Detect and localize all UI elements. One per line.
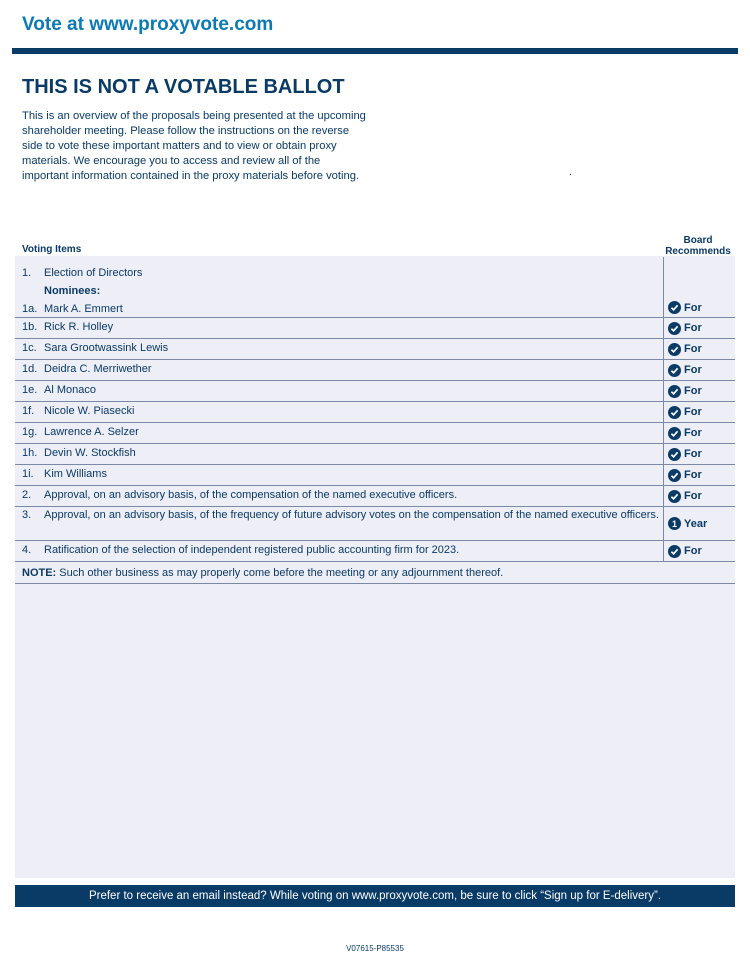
check-circle-icon: [668, 385, 681, 398]
election-cell: [15, 257, 663, 317]
table-row: [15, 381, 735, 402]
recommendation-value: For: [684, 385, 702, 397]
nominee-name: Devin W. Stockfish: [44, 447, 136, 459]
item-number: 2.: [22, 489, 32, 501]
election-label: Election of Directors: [44, 267, 143, 279]
check-circle-icon: [668, 301, 681, 314]
page-title: THIS IS NOT A VOTABLE BALLOT: [22, 76, 345, 98]
control-number: V07615-P85535: [346, 944, 404, 953]
item-number: 1h.: [22, 447, 38, 459]
board-header-line2: Recommends: [665, 246, 731, 257]
number-one-circle-icon: 1: [668, 517, 681, 530]
voting-items-table: [15, 257, 735, 584]
table-row: [15, 465, 735, 486]
item-number: 1e.: [22, 384, 38, 396]
recommendation-cell: [663, 257, 735, 317]
table-row: [15, 318, 735, 339]
item-number: 1b.: [22, 321, 38, 333]
item-number: 3.: [22, 509, 32, 521]
table-row: [15, 402, 735, 423]
note-label: NOTE:: [22, 567, 57, 579]
nominee-name: Al Monaco: [44, 384, 96, 396]
nominees-label: Nominees:: [44, 285, 101, 297]
item-number: 1a.: [22, 303, 38, 315]
nominee-name: Kim Williams: [44, 468, 107, 480]
voting-items-header: Voting Items: [22, 244, 82, 255]
table-row: [15, 507, 735, 541]
nominee-name: Mark A. Emmert: [44, 303, 123, 315]
header-rule: [12, 48, 738, 54]
recommendation-value: For: [684, 322, 702, 334]
recommendation-value: For: [684, 301, 702, 314]
proposal-text: Ratification of the selection of independent registered public accounting firm for 2023.: [44, 544, 460, 556]
item-number: 1g.: [22, 426, 38, 438]
proposal-text: Approval, on an advisory basis, of the frequency of future advisory votes on the compensation of the named executive officers.: [44, 509, 659, 521]
table-row: [15, 486, 735, 507]
check-circle-icon: [668, 343, 681, 356]
check-circle-icon: [668, 427, 681, 440]
recommendation-value: For: [684, 448, 702, 460]
intro-paragraph: This is an overview of the proposals being presented at the upcoming shareholder meeting. Please follow the instructions on the reverse side to vote these important matters and to view or obtain proxy materials. We encourage you to access and review all of the important information contained in the proxy materials before voting.: [22, 110, 366, 182]
item-number: 4.: [22, 544, 32, 556]
e-delivery-banner: Prefer to receive an email instead? While voting on www.proxyvote.com, be sure to click “Sign up for E-delivery”.: [15, 885, 735, 907]
table-row: [15, 423, 735, 444]
board-recommends-header: [662, 235, 734, 257]
note-row: [15, 562, 735, 584]
check-circle-icon: [668, 322, 681, 335]
nominee-name: Nicole W. Piasecki: [44, 405, 135, 417]
recommendation-value: For: [684, 406, 702, 418]
check-circle-icon: [668, 469, 681, 482]
recommendation-value: Year: [684, 517, 708, 530]
recommendation-value: For: [684, 545, 702, 557]
recommendation-value: For: [684, 343, 702, 355]
table-row: [15, 360, 735, 381]
check-circle-icon: [668, 545, 681, 558]
nominee-name: Lawrence A. Selzer: [44, 426, 139, 438]
recommendation-value: For: [684, 364, 702, 376]
item-number: 1i.: [22, 468, 34, 480]
proposal-text: Approval, on an advisory basis, of the compensation of the named executive officers.: [44, 489, 458, 501]
item-number: 1f.: [22, 405, 35, 417]
item-number: 1d.: [22, 363, 38, 375]
note-text: Such other business as may properly come before the meeting or any adjournment thereof.: [56, 567, 504, 579]
check-circle-icon: [668, 490, 681, 503]
table-row: [15, 541, 735, 562]
item-number: 1.: [22, 267, 32, 279]
table-row: [15, 339, 735, 360]
check-circle-icon: [668, 364, 681, 377]
recommendation-value: For: [684, 427, 702, 439]
nominee-name: Deidra C. Merriwether: [44, 363, 152, 375]
board-header-line1: Board: [683, 235, 713, 246]
nominee-name: Rick R. Holley: [44, 321, 114, 333]
vote-url-header[interactable]: Vote at www.proxyvote.com: [22, 14, 274, 35]
item-number: 1c.: [22, 342, 37, 354]
check-circle-icon: [668, 448, 681, 461]
check-circle-icon: [668, 406, 681, 419]
stray-mark: .: [569, 166, 573, 178]
table-row: [15, 257, 735, 318]
recommendation-value: For: [684, 469, 702, 481]
recommendation-value: For: [684, 490, 702, 502]
nominee-name: Sara Grootwassink Lewis: [44, 342, 169, 354]
table-row: [15, 444, 735, 465]
